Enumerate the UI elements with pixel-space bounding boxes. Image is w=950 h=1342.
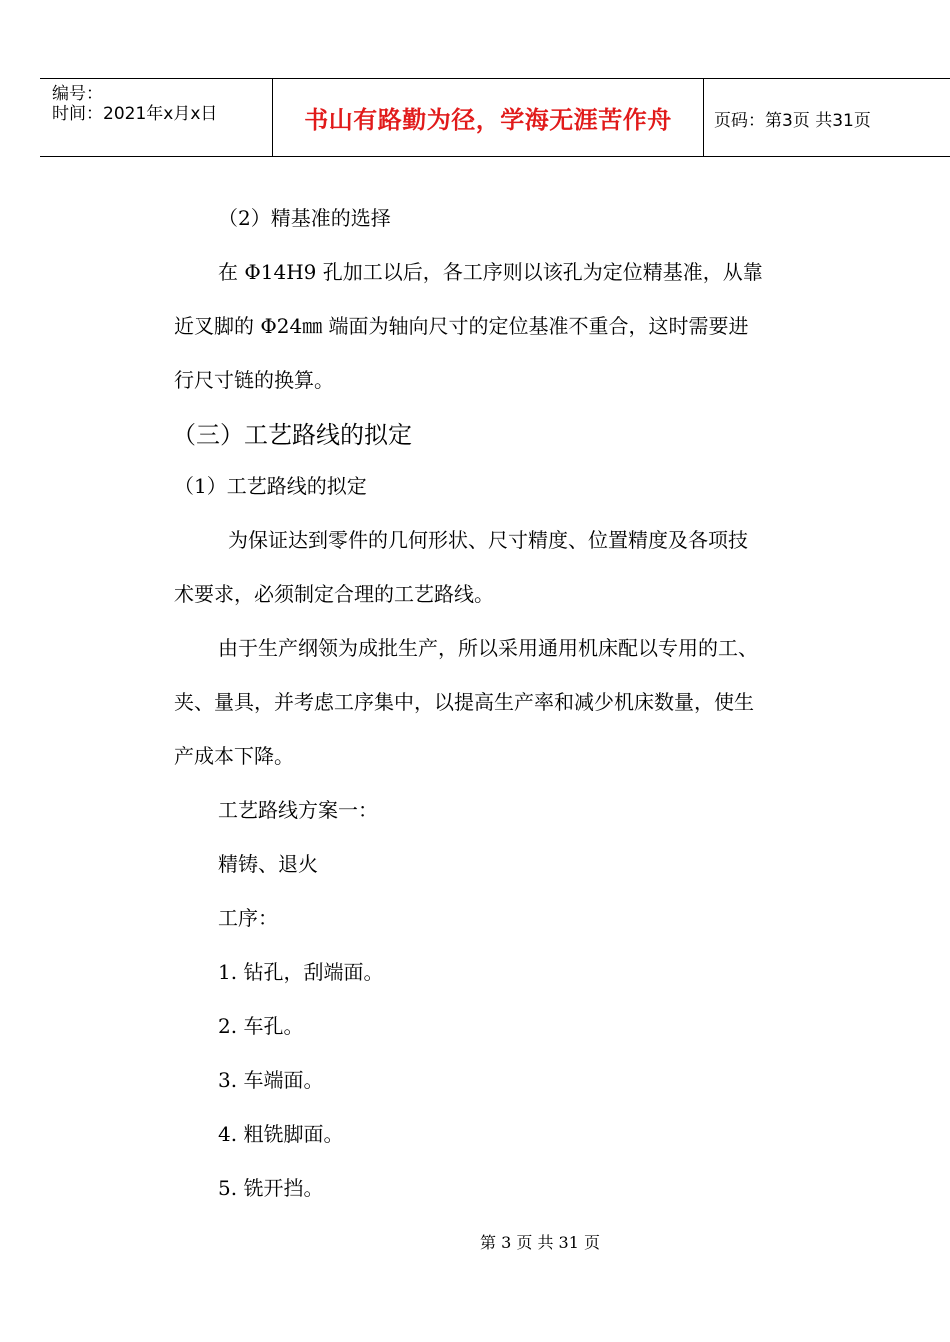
paragraph-line: 术要求，必须制定合理的工艺路线。 xyxy=(174,582,494,606)
paragraph-line: 行尺寸链的换算。 xyxy=(174,368,334,392)
list-item: 4. 粗铣脚面。 xyxy=(218,1122,344,1146)
paragraph-line: 在 Φ14H9 孔加工以后，各工序则以该孔为定位精基准，从靠 xyxy=(218,260,763,284)
code-label: 编号： xyxy=(52,84,103,104)
paragraph-line: 工艺路线方案一： xyxy=(218,798,378,822)
header-motto: 书山有路勤为径，学海无涯苦作舟 xyxy=(304,106,672,134)
section-subheading: （1）工艺路线的拟定 xyxy=(174,474,367,498)
footer-page-number: 第 3 页 共 31 页 xyxy=(480,1233,600,1252)
list-item: 2. 车孔。 xyxy=(218,1014,304,1038)
header-bottom-rule xyxy=(40,156,950,157)
paragraph-line: 近叉脚的 Φ24㎜ 端面为轴向尺寸的定位基准不重合，这时需要进 xyxy=(174,314,749,338)
paragraph-line: 由于生产纲领为成批生产，所以采用通用机床配以专用的工、 xyxy=(218,636,758,660)
time-label: 时间：2021年x月x日 xyxy=(52,104,218,124)
paragraph-line: 为保证达到零件的几何形状、尺寸精度、位置精度及各项技 xyxy=(228,528,748,552)
header-top-rule xyxy=(40,78,950,79)
paragraph-line: 产成本下降。 xyxy=(174,744,294,768)
header-meta xyxy=(52,84,217,124)
header-page-label: 页码：第3页 共31页 xyxy=(714,111,871,131)
paragraph-line: 精铸、退火 xyxy=(218,852,318,876)
paragraph-line: 工序： xyxy=(218,906,278,930)
section-subheading: （2）精基准的选择 xyxy=(218,206,391,230)
list-item: 3. 车端面。 xyxy=(218,1068,324,1092)
section-heading: （三）工艺路线的拟定 xyxy=(172,421,412,449)
page-footer xyxy=(0,1230,950,1253)
header-divider-right xyxy=(703,78,704,157)
list-item: 1. 钻孔，刮端面。 xyxy=(218,960,384,984)
list-item: 5. 铣开挡。 xyxy=(218,1176,324,1200)
paragraph-line: 夹、量具，并考虑工序集中，以提高生产率和减少机床数量，使生 xyxy=(174,690,754,714)
